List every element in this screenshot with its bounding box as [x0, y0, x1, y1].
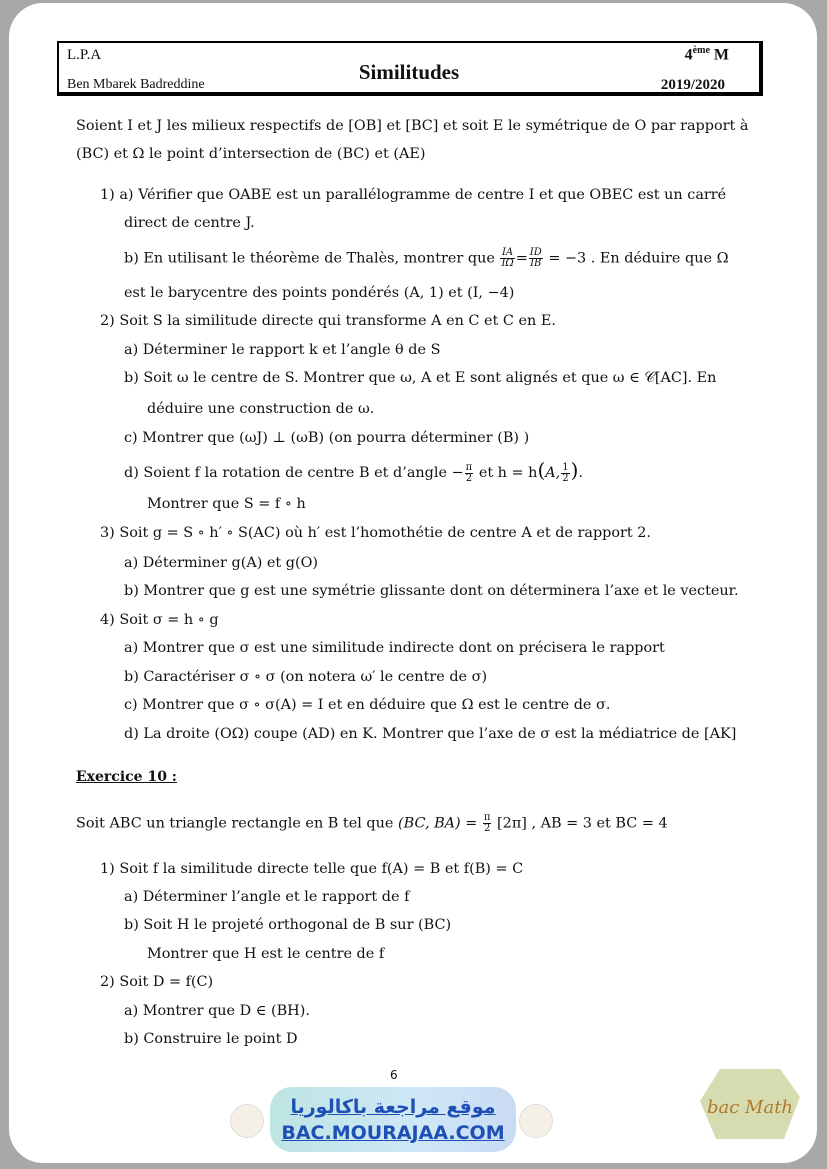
header-box [57, 41, 763, 96]
q2b-line-1: b) Soit ω le centre de S. Montrer que ω, A et E sont alignés et que ω ∈ 𝒞[AC]. En [124, 370, 717, 386]
intro-line-2: (BC) et Ω le point d’intersection de (BC) et (AE) [76, 146, 426, 162]
oriented-angle: (BC, BA) [397, 815, 461, 832]
q2d-line-2: Montrer que S = f ∘ h [147, 496, 306, 512]
ex10-q1b-line-1: b) Soit H le projeté orthogonal de B sur (BC) [124, 917, 452, 933]
q3b-line: b) Montrer que g est une symétrie glissante dont on déterminera l’axe et le vecteur. [124, 583, 739, 599]
fraction-ia-iomega: $\frac{IA}{I\Omega}$ [501, 247, 514, 269]
bac-math-logo [698, 1067, 802, 1143]
banner-site-url: BAC.MOURAJAA.COM [281, 1122, 505, 1144]
q3-line: 3) Soit g = S ∘ h′ ∘ S(AC) où h′ est l’homothétie de centre A et de rapport 2. [100, 525, 652, 541]
ex10-q1b-line-2: Montrer que H est le centre de f [147, 946, 385, 962]
ex10-q2-line: 2) Soit D = f(C) [100, 974, 214, 990]
ex10-q1a-line: a) Déterminer l’angle et le rapport de f [124, 889, 410, 905]
ex10-intro-line: Soit ABC un triangle rectangle en B tel que (BC, BA) = $\frac{\pi}{2}$ [2π] , AB = 3 et BC = 4 [76, 812, 668, 834]
bac-math-logo-text: bac Math [706, 1097, 794, 1118]
fraction-pi-2-b: $\frac{\pi}{2}$ [483, 812, 491, 834]
fraction-pi-2: $\frac{\pi}{2}$ [465, 461, 473, 484]
site-logo-right-icon [519, 1104, 553, 1138]
intro-line-1: Soient I et J les milieux respectifs de [OB] et [BC] et soit E le symétrique de O par rapport à [76, 118, 749, 134]
site-logo-left-icon [230, 1104, 264, 1138]
q1b-line-2: est le barycentre des points pondérés (A, 1) et (I, −4) [124, 285, 515, 301]
page-number: 6 [390, 1068, 398, 1082]
q4c-line: c) Montrer que σ ∘ σ(A) = I et en déduire que Ω est le centre de σ. [124, 697, 611, 713]
q3a-line: a) Déterminer g(A) et g(O) [124, 555, 319, 571]
q1b-line-1: b) En utilisant le théorème de Thalès, montrer que $\frac{IA}{I\Omega}$ = $\frac{ID}{IB}$ = −3 . En déduire que Ω [124, 247, 729, 269]
q4a-line: a) Montrer que σ est une similitude indirecte dont on précisera le rapport [124, 640, 665, 656]
q2b-line-2: déduire une construction de ω. [147, 401, 375, 417]
q2-line: 2) Soit S la similitude directe qui transforme A en C et C en E. [100, 313, 556, 329]
q4-line: 4) Soit σ = h ∘ g [100, 612, 219, 628]
q1a-line-1: 1) a) Vérifier que OABE est un parallélogramme de centre I et que OBEC est un carré [100, 187, 727, 203]
ex10-q2a-line: a) Montrer que D ∈ (BH). [124, 1003, 310, 1019]
fraction-1-2: $\frac{1}{2}$ [562, 461, 569, 484]
q2c-line: c) Montrer que (ωJ) ⊥ (ωB) (on pourra déterminer (B) ) [124, 430, 530, 446]
page-title: Similitudes [358, 60, 460, 84]
q4b-line: b) Caractériser σ ∘ σ (on notera ω′ le centre de σ) [124, 669, 488, 685]
fraction-id-ib: $\frac{ID}{IB}$ [529, 247, 542, 269]
school-name: L.P.A [67, 47, 102, 63]
site-banner-link[interactable] [270, 1087, 516, 1152]
q2a-line: a) Déterminer le rapport k et l’angle θ de S [124, 342, 441, 358]
ex10-q2b-line: b) Construire le point D [124, 1031, 298, 1047]
exercise-10-title: Exercice 10 : [76, 769, 177, 785]
banner-arabic-text: موقع مراجعة باكالوريا [290, 1096, 496, 1118]
ex10-q1-line: 1) Soit f la similitude directe telle que f(A) = B et f(B) = C [100, 861, 524, 877]
class-level: 4ème M [684, 45, 729, 64]
q1a-line-2: direct de centre J. [124, 215, 255, 231]
school-year: 2019/2020 [660, 77, 725, 93]
teacher-name: Ben Mbarek Badreddine [67, 77, 205, 92]
q4d-line: d) La droite (OΩ) coupe (AD) en K. Montrer que l’axe de σ est la médiatrice de [AK] [124, 726, 737, 742]
q2d-line-1: d) Soient f la rotation de centre B et d’angle − $\frac{\pi}{2}$ et h = h(A, $\frac{1}{2}$ ). [124, 458, 583, 484]
